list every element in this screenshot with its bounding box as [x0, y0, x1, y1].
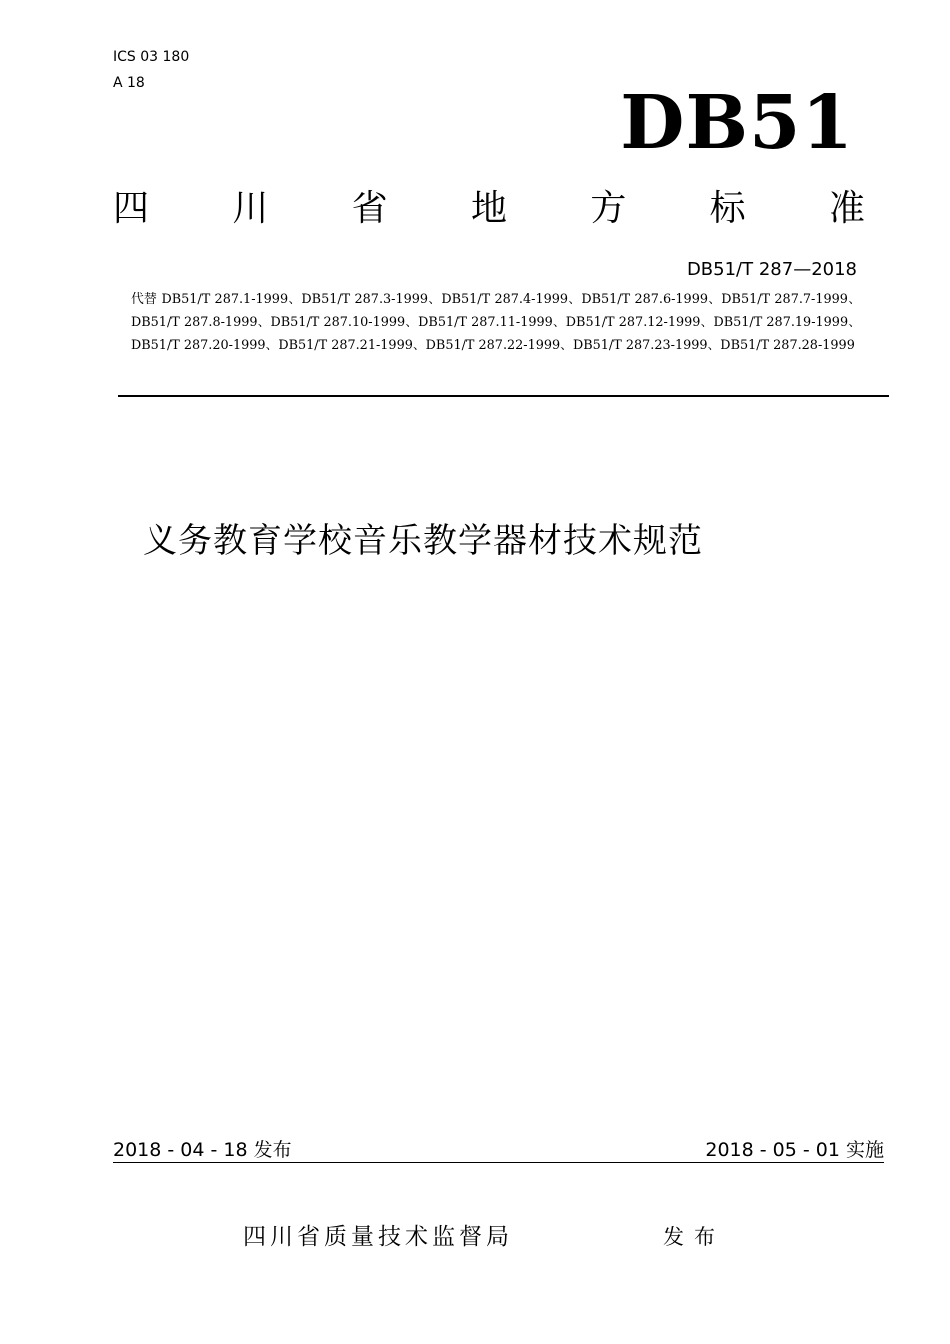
standard-type-char: 标	[709, 188, 746, 229]
standard-number: DB51/T 287—2018	[686, 259, 857, 280]
document-title: 义务教育学校音乐教学器材技术规范	[143, 521, 703, 561]
standard-type-char: 四	[113, 188, 150, 229]
header-divider	[118, 395, 889, 397]
replaces-text: 代替 DB51/T 287.1-1999、DB51/T 287.3-1999、DB51/T 287.4-1999、DB51/T 287.6-1999、DB51/T 287.7-1999、DB51/T 287.8-1999、DB51/T 287.10-1999、DB51/T 287.11-1999、DB51/T 287.12-1999、DB51/T 287.19-1999、DB51/T 287.20-1999、DB51/T 287.21-1999、DB51/T 287.22-1999、DB51/T 287.23-1999、DB51/T 287.28-1999	[131, 292, 861, 353]
standard-type-char: 地	[470, 188, 507, 229]
db51-logo: DB51	[620, 80, 854, 166]
standard-type-char: 川	[232, 188, 269, 229]
standard-type-char: 方	[590, 188, 627, 229]
footer-divider	[113, 1162, 884, 1163]
ccs-code: A 18	[113, 75, 145, 91]
ics-code: ICS 03 180	[113, 49, 190, 65]
issue-label: 发布	[663, 1225, 725, 1249]
implement-date: 2018 - 05 - 01 实施	[705, 1139, 884, 1161]
standard-type-char: 省	[351, 188, 388, 229]
publish-date: 2018 - 04 - 18 发布	[113, 1139, 292, 1161]
standard-type	[113, 186, 865, 232]
issuing-authority: 四川省质量技术监督局	[243, 1224, 513, 1250]
standard-type-char: 准	[828, 188, 865, 229]
